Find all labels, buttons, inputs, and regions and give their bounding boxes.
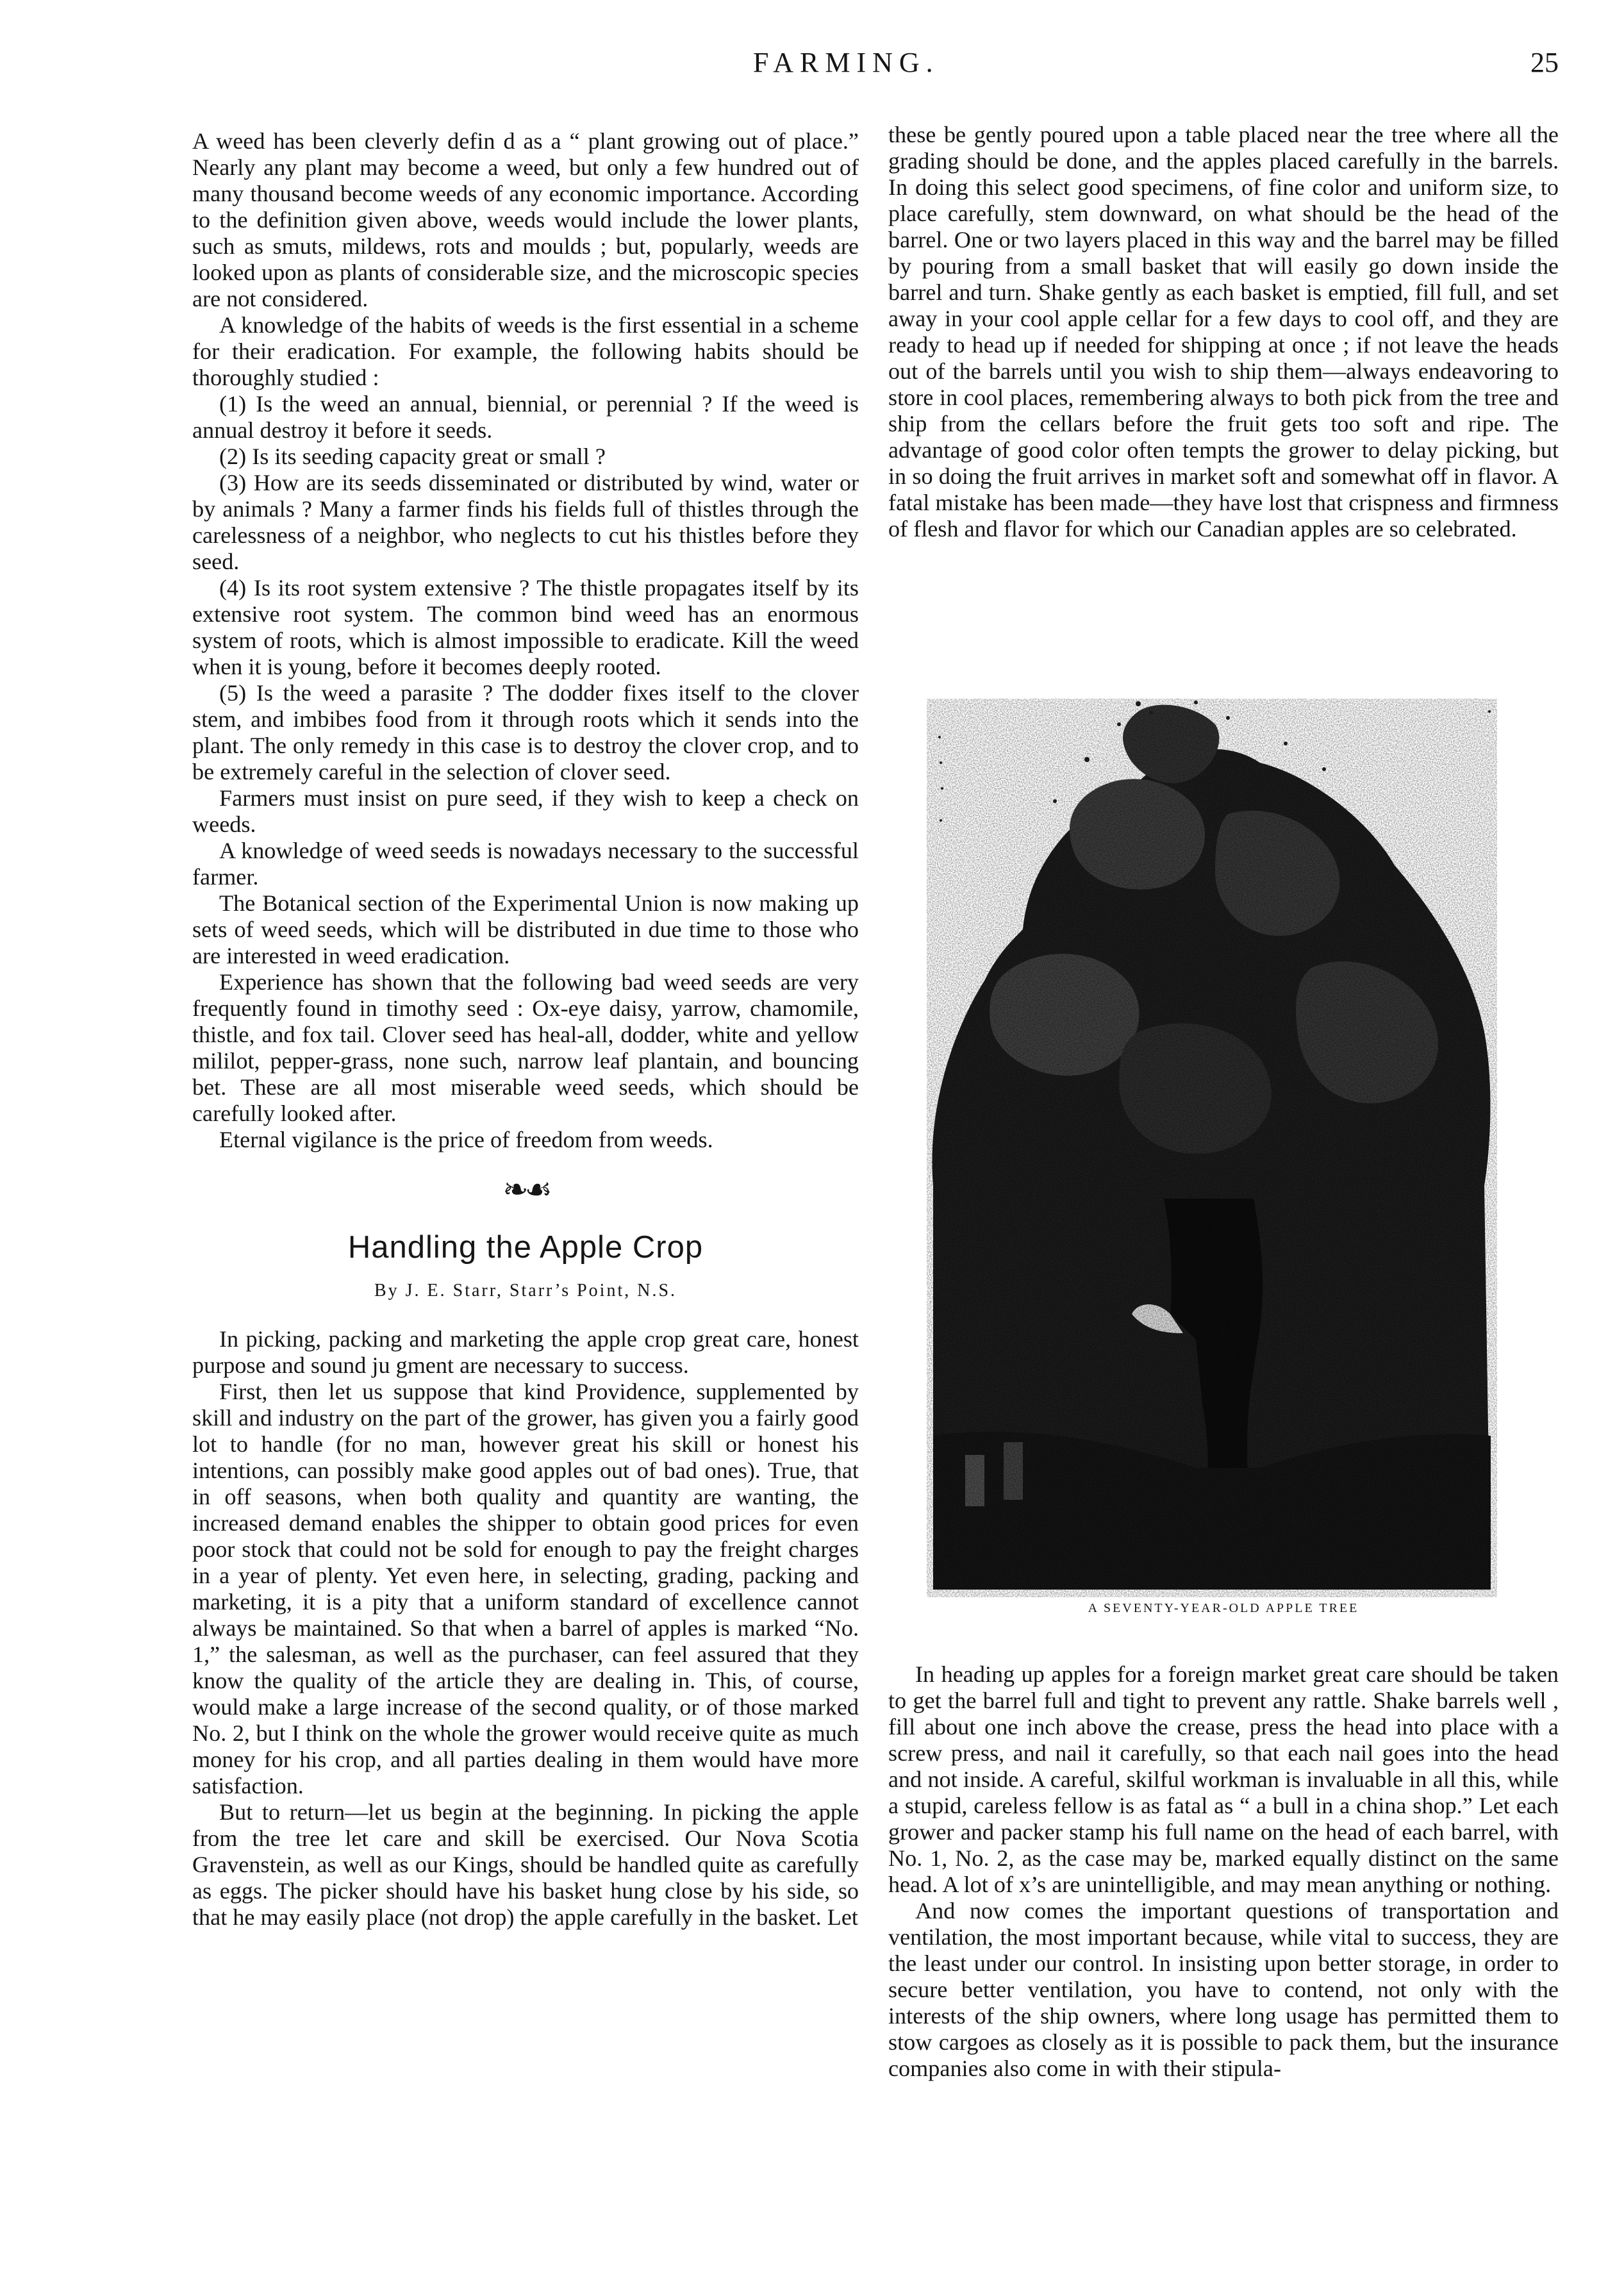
running-head: FARMING.: [753, 47, 940, 78]
paragraph: (5) Is the weed a parasite ? The dodder fixes itself to the clover stem, and imbibes food from it through roots which it sends into the plant. The only remedy in this case is to destroy the clover crop, and to be extremely careful in the selection of clover seed.: [192, 680, 859, 785]
paragraph: A knowledge of weed seeds is nowadays necessary to the successful farmer.: [192, 838, 859, 890]
article-byline: By J. E. Starr, Starr’s Point, N.S.: [374, 1281, 677, 1301]
apple-tree-engraving: [927, 699, 1497, 1597]
paragraph: And now comes the important questions of transportation and ventilation, the most important because, while vital to success, they are the least under our control. In insisting upon better storage, in order to secure better ventilation, you have to contend, not only with the interests of the ship owners, where long usage has permitted them to stow cargoes as closely as it is possible to pack them, but the insurance companies also come in with their stipula-: [888, 1898, 1559, 2081]
paragraph: (2) Is its seeding capacity great or small ?: [219, 444, 606, 469]
section-ornament: ❧☙: [502, 1173, 549, 1207]
left-column: [192, 128, 859, 1931]
tree-illustration: [927, 699, 1497, 1597]
right-column-bottom: [888, 1661, 1559, 2082]
figure-caption: A SEVENTY-YEAR-OLD APPLE TREE: [1088, 1601, 1359, 1615]
paragraph: First, then let us suppose that kind Providence, supplemented by skill and industry on the part of the grower, has given you a fairly good lot to handle (for no man, however great his skill or honest his intentions, can possibly make good apples out of bad ones). True, that in off seasons, when both quality and quantity are wanting, the increased demand enables the shipper to obtain good prices for even poor stock that could not be sold for enough to pay the freight charges in a year of plenty. Yet even here, in selecting, grading, packing and marketing, it is a pity that a uniform standard of excellence cannot always be maintained. So that when a barrel of apples is marked “No. 1,” the salesman, as well as the purchaser, can feel assured that they know the quality of the article they are dealing in. This, of course, would make a large increase of the second quality, or of those marked No. 2, but I think on the whole the grower would receive quite as much money for his crop, and all parties dealing in them would have more satisfaction.: [192, 1379, 859, 1799]
paragraph: (4) Is its root system extensive ? The thistle propagates itself by its extensive root system. The common bind weed has an enormous system of roots, which is almost impossible to eradicate. Kill the weed when it is young, before it becomes deeply rooted.: [192, 575, 859, 679]
paragraph: In heading up apples for a foreign market great care should be taken to get the barrel full and tight to prevent any rattle. Shake barrels well , fill about one inch above the crease, press the head into place with a screw press, and nail it carefully, so that each nail goes into the head and not inside. A careful, skilful workman is invaluable in all this, while a stupid, careless fellow is as fatal as “ a bull in a china shop.” Let each grower and packer stamp his full name on the head of each barrel, with No. 1, No. 2, as the case may be, marked equally distinct on the same head. A lot of x’s are unintelligible, and may mean anything or nothing.: [888, 1661, 1559, 1897]
page-number: 25: [1530, 47, 1559, 78]
right-column-top: [888, 122, 1559, 542]
article-title: Handling the Apple Crop: [347, 1230, 704, 1265]
paragraph: Eternal vigilance is the price of freedom from weeds.: [219, 1127, 713, 1152]
paragraph: these be gently poured upon a table placed near the tree where all the grading should be done, and the apples placed carefully in the barrels. In doing this select good specimens, of fine color and uniform size, to place carefully, stem downward, on what should be the head of the barrel. One or two layers placed in this way and the barrel may be filled by pouring from a small basket that will easily go down inside the barrel and turn. Shake gently as each basket is emptied, fill full, and set away in your cool apple cellar for a few days to cool off, and they are ready to head up if needed for shipping at once ; if not leave the heads out of the barrels until you wish to ship them—always endeavoring to store in cool places, remembering always to both pick from the tree and ship from the cellars before the fruit gets too soft and ripe. The advantage of good color often tempts the grower to delay picking, but in so doing the fruit arrives in market soft and somewhat off in flavor. A fatal mistake has been made—they have lost that crispness and firmness of flesh and flavor for which our Canadian apples are so celebrated.: [888, 122, 1559, 542]
paragraph: A knowledge of the habits of weeds is the first essential in a scheme for their eradication. For example, the following habits should be thoroughly studied :: [192, 312, 859, 390]
paragraph: (3) How are its seeds disseminated or distributed by wind, water or by animals ? Many a farmer finds his fields full of thistles through the carelessness of a neighbor, who neglects to cut his thistles before they seed.: [192, 470, 859, 574]
paragraph: But to return—let us begin at the beginning. In picking the apple from the tree let care and skill be exercised. Our Nova Scotia Gravenstein, as well as our Kings, should be handled quite as carefully as eggs. The picker should have his basket hung close by his side, so that he may easily place (not drop) the apple carefully in the basket. Let: [192, 1799, 859, 1930]
paragraph: A weed has been cleverly defin d as a “ plant growing out of place.” Nearly any plant may become a weed, but only a few hundred out of many thousand become weeds of any economic importance. According to the definition given above, weeds would include the lower plants, such as smuts, mildews, rots and moulds ; but, popularly, weeds are looked upon as plants of considerable size, and the microscopic species are not considered.: [192, 128, 859, 312]
paragraph: Farmers must insist on pure seed, if they wish to keep a check on weeds.: [192, 785, 859, 837]
paragraph: (1) Is the weed an annual, biennial, or perennial ? If the weed is annual destroy it before it seeds.: [192, 391, 859, 443]
paragraph: Experience has shown that the following bad weed seeds are very frequently found in timothy seed : Ox-eye daisy, yarrow, chamomile, thistle, and fox tail. Clover seed has heal-all, dodder, white and yellow mililot, pepper-grass, none such, narrow leaf plantain, and bouncing bet. These are all most miserable weed seeds, which should be carefully looked after.: [192, 969, 859, 1126]
paragraph: The Botanical section of the Experimental Union is now making up sets of weed seeds, which will be distributed in due time to those who are interested in weed eradication.: [192, 890, 859, 968]
paragraph: In picking, packing and marketing the apple crop great care, honest purpose and sound ju gment are necessary to success.: [192, 1326, 859, 1378]
